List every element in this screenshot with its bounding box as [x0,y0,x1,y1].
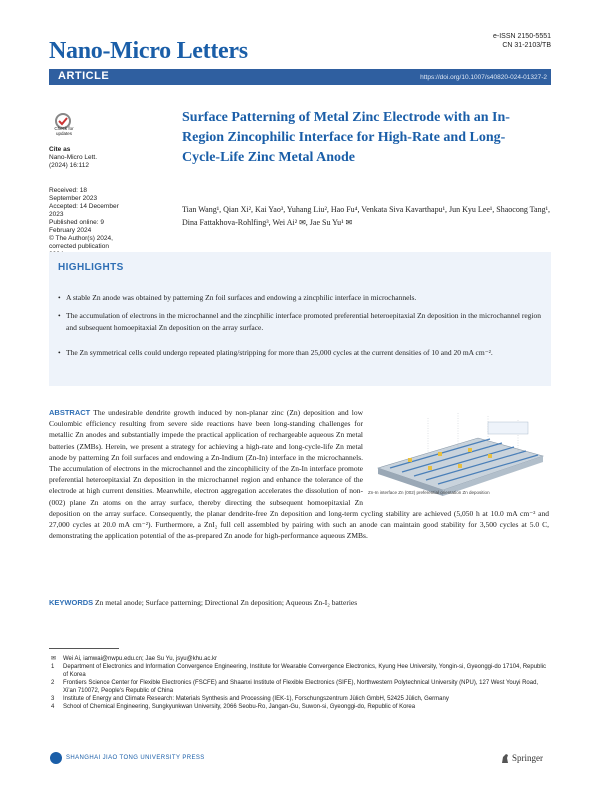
sjtu-press-logo-icon [50,752,62,764]
bullet-icon: • [58,348,61,357]
cite-as-block [49,146,114,170]
abstract-label: ABSTRACT [49,408,91,417]
author-list: Tian Wang¹, Qian Xi², Kai Yao³, Yuhang Liu², Hao Fu⁴, Venkata Siva Kavarthapu¹, Jun Kyu Lee¹, Shaocong Tang¹, Dina Fattakhova-Rohlfing³, Wei Ai² ✉, Jae Su Yu¹ ✉ [182,205,550,227]
footnote-item: 4 School of Chemical Engineering, Sungkyunkwan University, 2066 Seobu-Ro, Jangan-Gu, Suwon-si, Gyeonggi-do, Republic of Korea [51,704,416,710]
footnote-divider [49,648,119,649]
bullet-icon: • [58,293,61,302]
footnotes [49,655,549,711]
springer-label: Springer [512,753,543,763]
dates-block [49,187,119,259]
figure-caption: Zn-In interface Zn (002) preferential orientation Zn deposition [368,490,490,495]
footnote-item: 3 Institute of Energy and Climate Research: Materials Synthesis and Processing (IEK-1), Forschungszentrum Jülich GmbH, 52425 Jülich, Germany [51,696,449,702]
keywords-label: KEYWORDS [49,598,94,607]
footnote-item: 2 Frontiers Science Center for Flexible Electronics (FSCFE) and Shaanxi Institute of Flexible Electronics (SIFE), Northwestern Polytechnical University (NPU), 127 West Youyi Road, Xi'an 710072, People's Republic of China [51,680,539,694]
issn-line: CN 31-2103/TB [502,42,551,49]
keywords [49,598,549,608]
issn-line: e-ISSN 2150-5551 [493,33,551,40]
keywords-text: Zn metal anode; Surface patterning; Directional Zn deposition; Aqueous Zn-I₂ batteries [95,598,358,607]
cite-ref: (2024) 16:112 [49,162,89,169]
footnote-item: ✉ Wei Ai, iamwai@nwpu.edu.cn; Jae Su Yu, jsyu@khu.ac.kr [51,656,218,662]
cite-journal: Nano-Micro Lett. [49,154,98,161]
highlight-item: • The accumulation of electrons in the microchannel and the zincphilic interface promoted preferential heteroepitaxial Zn deposition in the microchannel region and subsequent homoepitaxial Zn deposition on the array surface. [58,311,542,332]
highlights-heading: HIGHLIGHTS [58,262,124,273]
published-date: Published online: 9 February 2024 [49,219,104,234]
accepted-date: Accepted: 14 December 2023 [49,203,119,218]
sjtu-press-label: SHANGHAI JIAO TONG UNIVERSITY PRESS [66,755,205,761]
highlight-item: • The Zn symmetrical cells could undergo repeated plating/stripping for more than 25,000 cycles at the current densities of 10 and 20 mA cm⁻². [58,348,493,357]
received-date: Received: 18 September 2023 [49,187,98,202]
highlight-item: • A stable Zn anode was obtained by patterning Zn foil surfaces and endowing a zincphilic interface in microchannels. [58,293,417,302]
cite-label: Cite as [49,146,71,153]
paper-title: Surface Patterning of Metal Zinc Electrode with an In-Region Zincophilic Interface for High-Rate and Long-Cycle-Life Zinc Metal Anode [182,110,510,165]
bullet-icon: • [58,311,61,320]
copyright-note: © The Author(s) 2024, corrected publication [49,235,113,250]
journal-title: Nano-Micro Letters [49,38,248,64]
check-for-updates-label[interactable]: Check for updates [54,126,74,136]
footnote-item: 1 Department of Electronics and Information Convergence Engineering, Institute for Wearable Convergence Electronics, Kyung Hee University, Yongin-si, Gyeonggi-do 17104, Republic of Korea [51,664,547,678]
abstract [49,407,549,541]
issn-block [493,32,551,50]
section-label: ARTICLE [58,70,110,82]
envelope-icon: ✉ [51,656,57,662]
doi-link[interactable]: https://doi.org/10.1007/s40820-024-01327-2 [420,74,547,81]
abstract-text: The undesirable dendrite growth induced by non-planar zinc (Zn) deposition and low Coulombic efficiency resulting from severe side reactions have been long-standing challenges for metallic Zn anodes and substantially impede the practical application of rechargeable aqueous Zn metal batteries (ZMBs). Herein, we present a strategy for achieving a high-rate and long-cycle-life Zn metal anode by patterning Zn foil surfaces and endowing a Zn-Indium (Zn-In) interface in the microchannels. The accumulation of electrons in the microchannel and the zincophilicity of the Zn-In interface promote preferential heteroepitaxial Zn deposition in the microchannel region and enhance the tolerance of the electrode at high current densities. Meanwhile, electron aggregation accelerates the dissolution of non-(002) plane Zn atoms on the array surface, thereby directing the subsequent homoepitaxial Zn deposition on the array surface. Consequently, the planar dendrite-free Zn deposition and long-term cycling stability are achieved (5,050 h at 10.0 mA cm⁻² and 27,000 cycles at 20.0 mA cm⁻²). Furthermore, a ZnI₂ full cell assembled by pairing with such an anode can maintain good stability for 3,500 cycles at 5.0 C, demonstrating the application potential of the as-prepared Zn anode for high-performance aqueous ZMBs. [49,408,549,541]
figure-float-space [363,407,549,503]
springer-horse-icon [500,752,510,764]
